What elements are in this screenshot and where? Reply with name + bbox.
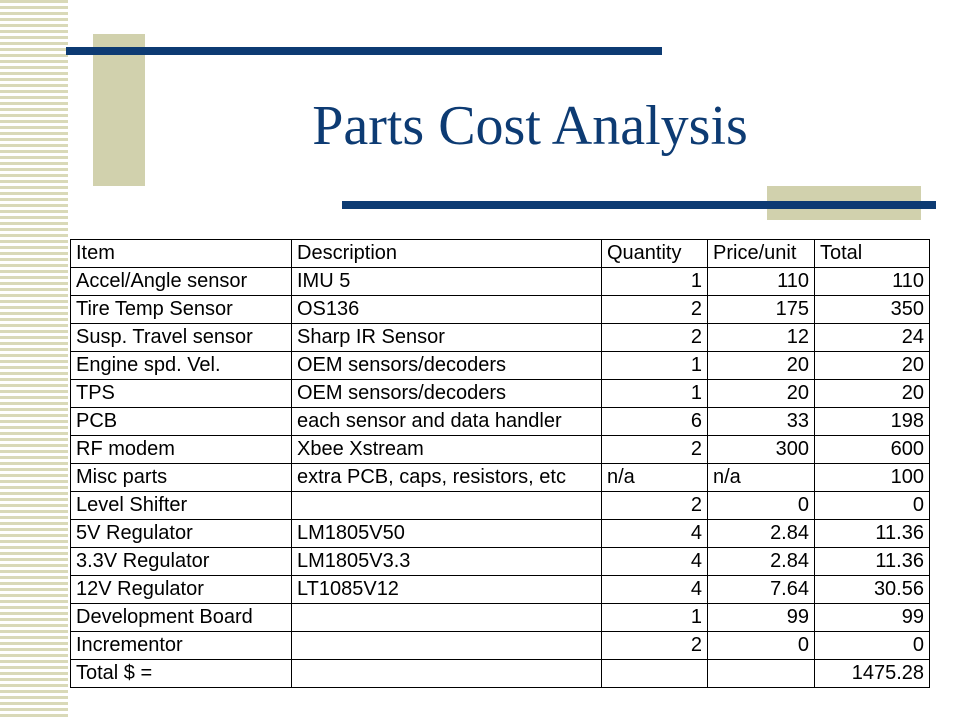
table-row (71, 380, 930, 408)
quantity-cell: 2 (602, 632, 708, 660)
price-unit-cell: 2.84 (708, 548, 815, 576)
total-cell: 0 (815, 632, 930, 660)
column-header: Description (292, 240, 602, 268)
price-unit-cell: 12 (708, 324, 815, 352)
description-cell: Xbee Xstream (292, 436, 602, 464)
price-unit-cell: n/a (708, 464, 815, 492)
total-cell: 20 (815, 352, 930, 380)
quantity-cell: 2 (602, 296, 708, 324)
total-row-cell (602, 660, 708, 688)
description-cell: extra PCB, caps, resistors, etc (292, 464, 602, 492)
total-row (71, 660, 930, 688)
item-cell: Misc parts (71, 464, 292, 492)
description-cell: OEM sensors/decoders (292, 380, 602, 408)
description-cell: LM1805V50 (292, 520, 602, 548)
quantity-cell: 4 (602, 520, 708, 548)
item-cell: TPS (71, 380, 292, 408)
total-cell: 11.36 (815, 548, 930, 576)
total-cell: 198 (815, 408, 930, 436)
quantity-cell: n/a (602, 464, 708, 492)
table-row (71, 576, 930, 604)
total-cell: 30.56 (815, 576, 930, 604)
parts-cost-table (70, 239, 930, 688)
price-unit-cell: 110 (708, 268, 815, 296)
item-cell: 5V Regulator (71, 520, 292, 548)
quantity-cell: 1 (602, 604, 708, 632)
table-row (71, 268, 930, 296)
item-cell: 3.3V Regulator (71, 548, 292, 576)
quantity-cell: 1 (602, 268, 708, 296)
quantity-cell: 1 (602, 380, 708, 408)
grand-total-value: 1475.28 (815, 660, 930, 688)
item-cell: Incrementor (71, 632, 292, 660)
total-cell: 0 (815, 492, 930, 520)
quantity-cell: 4 (602, 576, 708, 604)
price-unit-cell: 7.64 (708, 576, 815, 604)
total-cell: 600 (815, 436, 930, 464)
item-cell: 12V Regulator (71, 576, 292, 604)
column-header: Total (815, 240, 930, 268)
description-cell (292, 632, 602, 660)
description-cell: IMU 5 (292, 268, 602, 296)
quantity-cell: 2 (602, 436, 708, 464)
table-row (71, 604, 930, 632)
description-cell: LT1085V12 (292, 576, 602, 604)
quantity-cell: 2 (602, 324, 708, 352)
total-row-cell (708, 660, 815, 688)
column-header: Quantity (602, 240, 708, 268)
table-row (71, 352, 930, 380)
total-label: Total $ = (71, 660, 292, 688)
total-row-cell (292, 660, 602, 688)
price-unit-cell: 33 (708, 408, 815, 436)
price-unit-cell: 2.84 (708, 520, 815, 548)
quantity-cell: 2 (602, 492, 708, 520)
table-row (71, 324, 930, 352)
total-cell: 110 (815, 268, 930, 296)
column-header: Item (71, 240, 292, 268)
price-unit-cell: 300 (708, 436, 815, 464)
quantity-cell: 6 (602, 408, 708, 436)
striped-left-border (0, 0, 68, 720)
item-cell: Level Shifter (71, 492, 292, 520)
item-cell: Accel/Angle sensor (71, 268, 292, 296)
accent-bar-right (342, 201, 936, 209)
table-row (71, 408, 930, 436)
total-cell: 11.36 (815, 520, 930, 548)
description-cell: Sharp IR Sensor (292, 324, 602, 352)
price-unit-cell: 20 (708, 380, 815, 408)
price-unit-cell: 175 (708, 296, 815, 324)
item-cell: Tire Temp Sensor (71, 296, 292, 324)
table-row (71, 520, 930, 548)
item-cell: Engine spd. Vel. (71, 352, 292, 380)
description-cell: OEM sensors/decoders (292, 352, 602, 380)
decor-block-left (93, 34, 145, 186)
total-cell: 24 (815, 324, 930, 352)
description-cell: each sensor and data handler (292, 408, 602, 436)
table-row (71, 436, 930, 464)
item-cell: RF modem (71, 436, 292, 464)
accent-bar-top (66, 47, 662, 55)
table-row (71, 632, 930, 660)
item-cell: PCB (71, 408, 292, 436)
total-cell: 20 (815, 380, 930, 408)
description-cell (292, 604, 602, 632)
total-cell: 100 (815, 464, 930, 492)
description-cell: OS136 (292, 296, 602, 324)
table-row (71, 492, 930, 520)
description-cell (292, 492, 602, 520)
description-cell: LM1805V3.3 (292, 548, 602, 576)
total-cell: 350 (815, 296, 930, 324)
price-unit-cell: 0 (708, 632, 815, 660)
quantity-cell: 1 (602, 352, 708, 380)
item-cell: Susp. Travel sensor (71, 324, 292, 352)
quantity-cell: 4 (602, 548, 708, 576)
column-header: Price/unit (708, 240, 815, 268)
total-cell: 99 (815, 604, 930, 632)
price-unit-cell: 0 (708, 492, 815, 520)
table-row (71, 548, 930, 576)
table-row (71, 464, 930, 492)
page-title: Parts Cost Analysis (312, 95, 748, 157)
item-cell: Development Board (71, 604, 292, 632)
table-row (71, 296, 930, 324)
price-unit-cell: 99 (708, 604, 815, 632)
price-unit-cell: 20 (708, 352, 815, 380)
table-header-row (71, 240, 930, 268)
